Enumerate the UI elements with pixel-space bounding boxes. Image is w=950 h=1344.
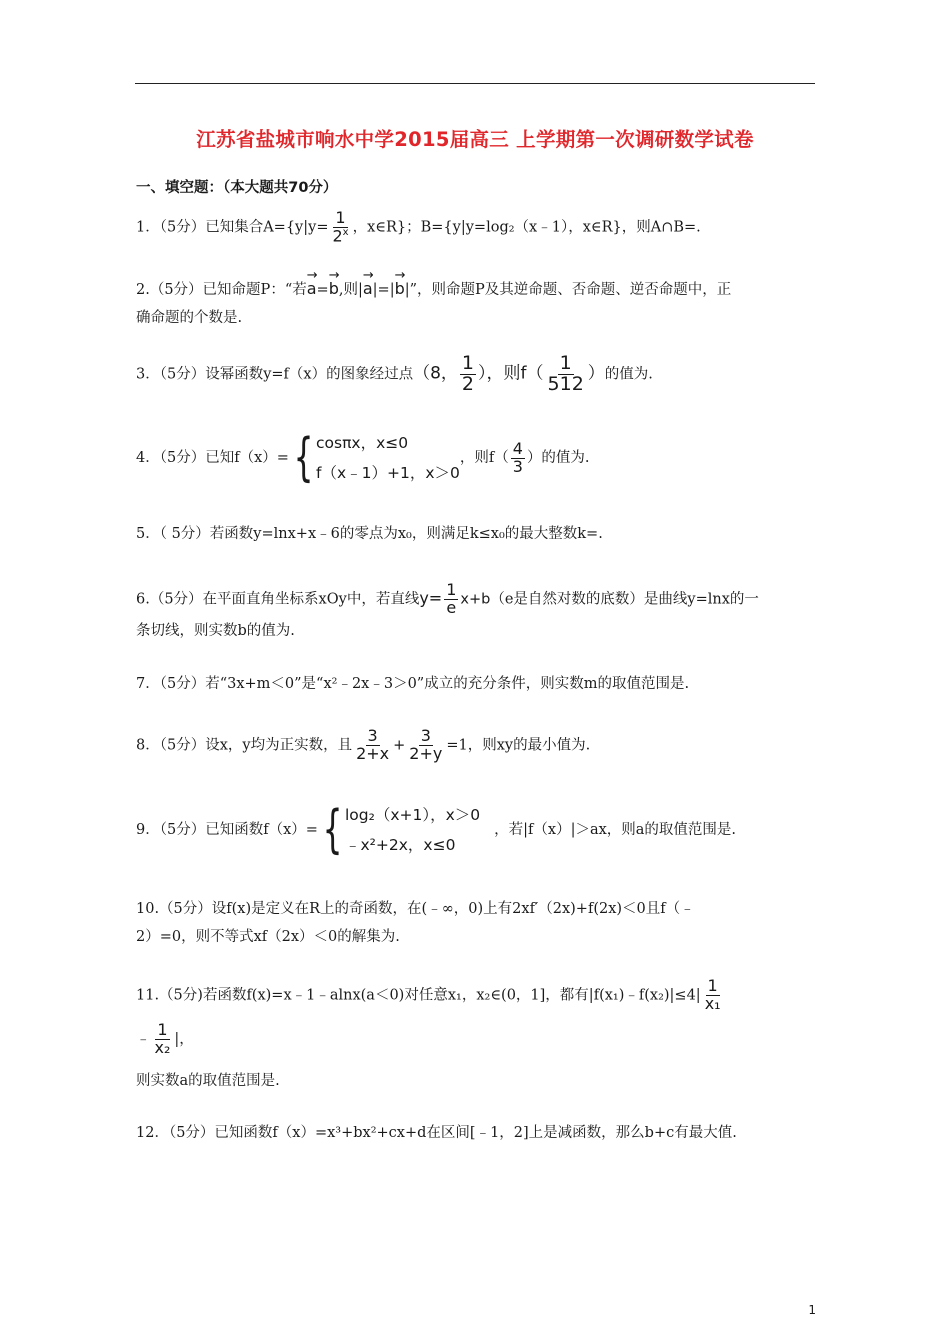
question-6-line2: 条切线，则实数b的值为. (136, 622, 295, 639)
fraction: $\frac{1}{\text{x₁}}$ (704, 976, 721, 1013)
piecewise-cases: cosπx，x≤0 f（x﹣1）+1，x＞0 (316, 434, 460, 482)
vector-a: → a (307, 271, 317, 303)
fraction: $\frac{1}{512}$ (547, 352, 584, 395)
question-5: 5．（ 5分）若函数y=lnx+x﹣6的零点为x₀，则满足k≤x₀的最大整数k=. (136, 526, 603, 542)
question-12: 12．（5分）已知函数f（x）=x³+bx²+cx+d在区间[﹣1，2]上是减函数，那么b+c有最大值. (136, 1125, 737, 1141)
section-heading: 一、填空题：（本大题共70分） (136, 180, 338, 196)
vector-b-abs: → b (395, 271, 405, 303)
fraction: $\frac{3}{2+y}$ (409, 726, 443, 763)
question-2-line2: 确命题的个数是. (136, 310, 243, 326)
question-11-line2: ﹣ $\frac{1}{\text{x₂}}$ |， (136, 1020, 194, 1057)
piecewise-brace: { (293, 428, 314, 488)
question-1: 1．（5分）已知集合A={y|y= $\frac{1}{2^x}$ ，x∈R}；B={y|y=log₂（x﹣1），x∈R}，则A∩B=. (136, 208, 701, 246)
question-7: 7．（5分）若“3x+m＜0”是“x²﹣2x﹣3＞0”成立的充分条件，则实数m的取值范围是. (136, 676, 690, 692)
piecewise-cases: log₂（x+1），x＞0 ﹣x²+2x，x≤0 (345, 806, 481, 854)
fraction: $\frac{3}{2+x}$ (356, 726, 390, 763)
fraction: $\frac{1}{2}$ (461, 352, 475, 395)
header-rule (135, 83, 815, 84)
piecewise-brace: { (322, 800, 343, 860)
document-title: 江苏省盐城市响水中学2015届高三 上学期第一次调研数学试卷 (196, 128, 754, 151)
question-9: 9．（5分）已知函数f（x）={ log₂（x+1），x＞0 ﹣x²+2x，x≤0 ，若|f（x）|＞ax，则a的取值范围是. (136, 800, 737, 860)
question-2: 2.（5分）已知命题P：“若→ a=→ b,则|→ a|=|→ b|”，则命题P及其逆命题、否命题、逆否命题中，正 确命题的个数是. (136, 271, 816, 332)
question-3: 3．（5分）设幂函数y=f（x）的图象经过点（8， $\frac{1}{2}$ ），则f（ $\frac{1}{512}$ ）的值为. (136, 352, 653, 395)
question-10-line2: 2）=0，则不等式xf（2x）＜0的解集为. (136, 929, 400, 945)
fraction: $\frac{1}{\text{x₂}}$ (154, 1020, 171, 1057)
vector-a-abs: → a (363, 271, 373, 303)
fraction: $\frac{4}{3}$ (512, 438, 523, 476)
question-6: 6.（5分）在平面直角坐标系xOy中，若直线y= $\frac{1}{e}$ x+b（e是自然对数的底数）是曲线y=lnx的一 条切线，则实数b的值为. (136, 582, 816, 645)
vector-b: → b (329, 271, 339, 303)
page-number: 1 (808, 1303, 816, 1317)
question-11: 11.（5分)若函数f(x)=x﹣1﹣alnx(a＜0)对任意x₁，x₂∈(0，1]，都有|f(x₁)﹣f(x₂)|≤4| $\frac{1}{\text{x₁}}$ (136, 976, 721, 1013)
question-8: 8．（5分）设x，y均为正实数，且 $\frac{3}{2+x}$ + $\frac{3}{2+y}$ =1，则xy的最小值为. (136, 726, 591, 763)
fraction: $\frac{1}{2^x}$ (332, 208, 349, 246)
question-4: 4．（5分）已知f（x）={ cosπx，x≤0 f（x﹣1）+1，x＞0 ，则f（ $\frac{4}{3}$ ）的值为. (136, 428, 590, 488)
question-10: 10.（5分）设f(x)是定义在R上的奇函数，在(﹣∞，0)上有2xf′（2x)+f(2x)＜0且f（﹣ 2）=0，则不等式xf（2x）＜0的解集为. (136, 895, 816, 951)
question-11-line3: 则实数a的取值范围是. (136, 1073, 280, 1089)
fraction: $\frac{1}{e}$ (446, 580, 457, 617)
